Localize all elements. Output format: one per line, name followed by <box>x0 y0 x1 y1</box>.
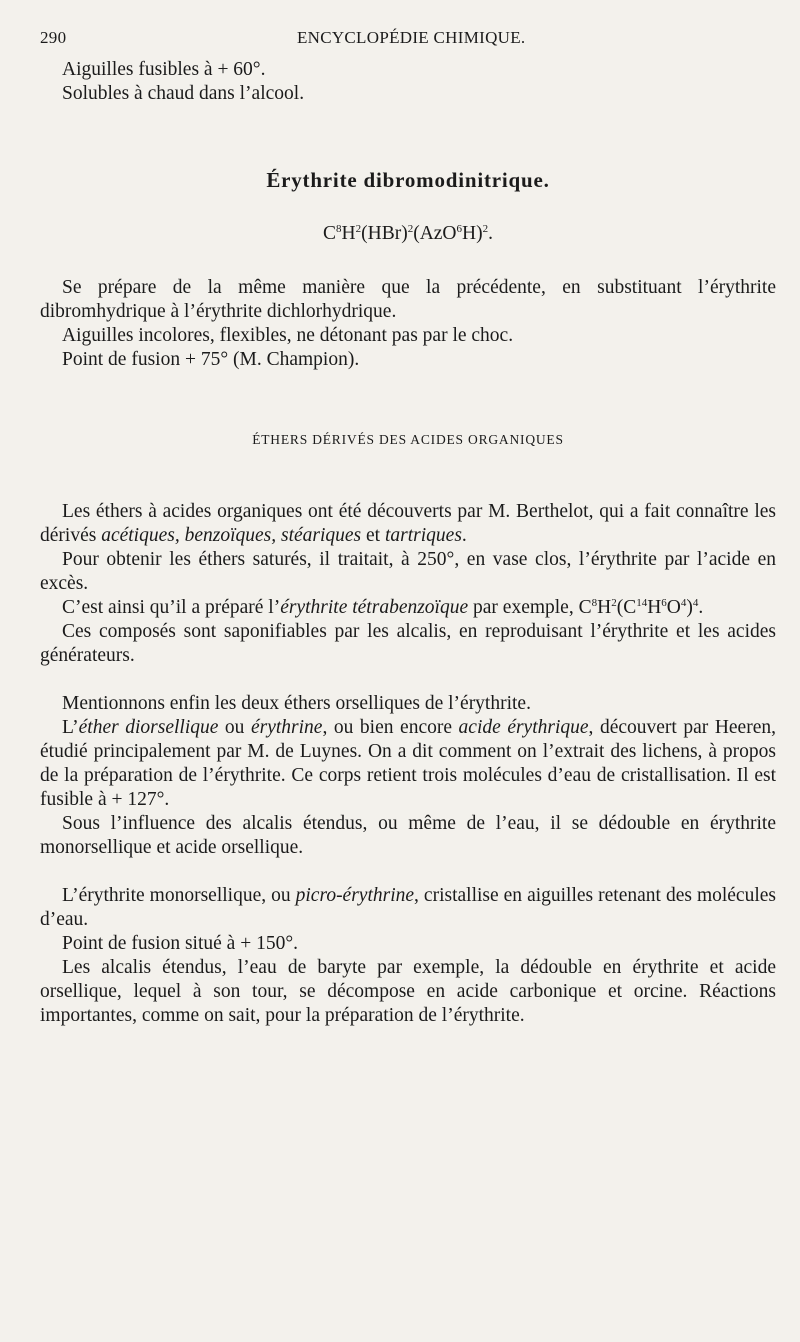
paragraph: Les alcalis étendus, l’eau de baryte par exemple, la dédouble en érythrite et acide orsellique, lequel à son tour, se décompose en acide carbonique et orcine. Réactions importantes, comme on sait, pour la préparation de l’érythrite. <box>40 957 776 1026</box>
running-title: ENCYCLOPÉDIE CHIMIQUE. <box>296 28 526 47</box>
paragraph: Point de fusion + 75° (M. Champion). <box>62 349 360 370</box>
paragraph: L’érythrite monorsellique, ou picro-érythrine, cristallise en aiguilles retenant des molécules d’eau. <box>40 885 776 930</box>
paragraph: Sous l’influence des alcalis étendus, ou même de l’eau, il se dédouble en érythrite monorsellique et acide orsellique. <box>40 813 776 858</box>
paragraph: Se prépare de la même manière que la précédente, en substituant l’érythrite dibromhydrique à l’érythrite dichlorhydrique. <box>40 277 776 322</box>
paragraph: Ces composés sont saponifiables par les alcalis, en reproduisant l’érythrite et les acides générateurs. <box>40 621 776 666</box>
page-number: 290 <box>40 28 67 47</box>
document-page <box>40 26 776 1028</box>
section-title: Érythrite dibromodinitrique. <box>266 168 550 192</box>
paragraph: Aiguilles incolores, flexibles, ne détonant pas par le choc. <box>62 325 514 346</box>
text-line: Aiguilles fusibles à + 60°. <box>62 59 266 80</box>
paragraph: Les éthers à acides organiques ont été découverts par M. Berthelot, qui a fait connaître les dérivés acétiques, benzoïques, stéariques et tartriques. <box>40 501 776 546</box>
paragraph: L’éther diorsellique ou érythrine, ou bien encore acide érythrique, découvert par Heeren, étudié principalement par M. de Luynes. On a dit comment on l’extrait des lichens, à propos de la préparation de l’érythrite. Ce corps retient trois molécules d’eau de cristallisation. Il est fusible à + 127°. <box>40 717 776 810</box>
paragraph: Point de fusion situé à + 150°. <box>62 933 298 954</box>
paragraph: Pour obtenir les éthers saturés, il traitait, à 250°, en vase clos, l’érythrite par l’acide en excès. <box>40 549 776 594</box>
page-header <box>40 26 776 50</box>
text-line: Solubles à chaud dans l’alcool. <box>62 83 305 104</box>
paragraph: C’est ainsi qu’il a préparé l’érythrite tétrabenzoïque par exemple, $C^8H^2(C^{14}H^6O^4)^4$. <box>62 597 704 618</box>
chemical-formula: $C^8H^2(HBr)^2(AzO^6H)^2$. <box>323 223 493 244</box>
paragraph: Mentionnons enfin les deux éthers orselliques de l’érythrite. <box>62 693 531 714</box>
sub-heading: ÉTHERS DÉRIVÉS DES ACIDES ORGANIQUES <box>252 432 564 447</box>
